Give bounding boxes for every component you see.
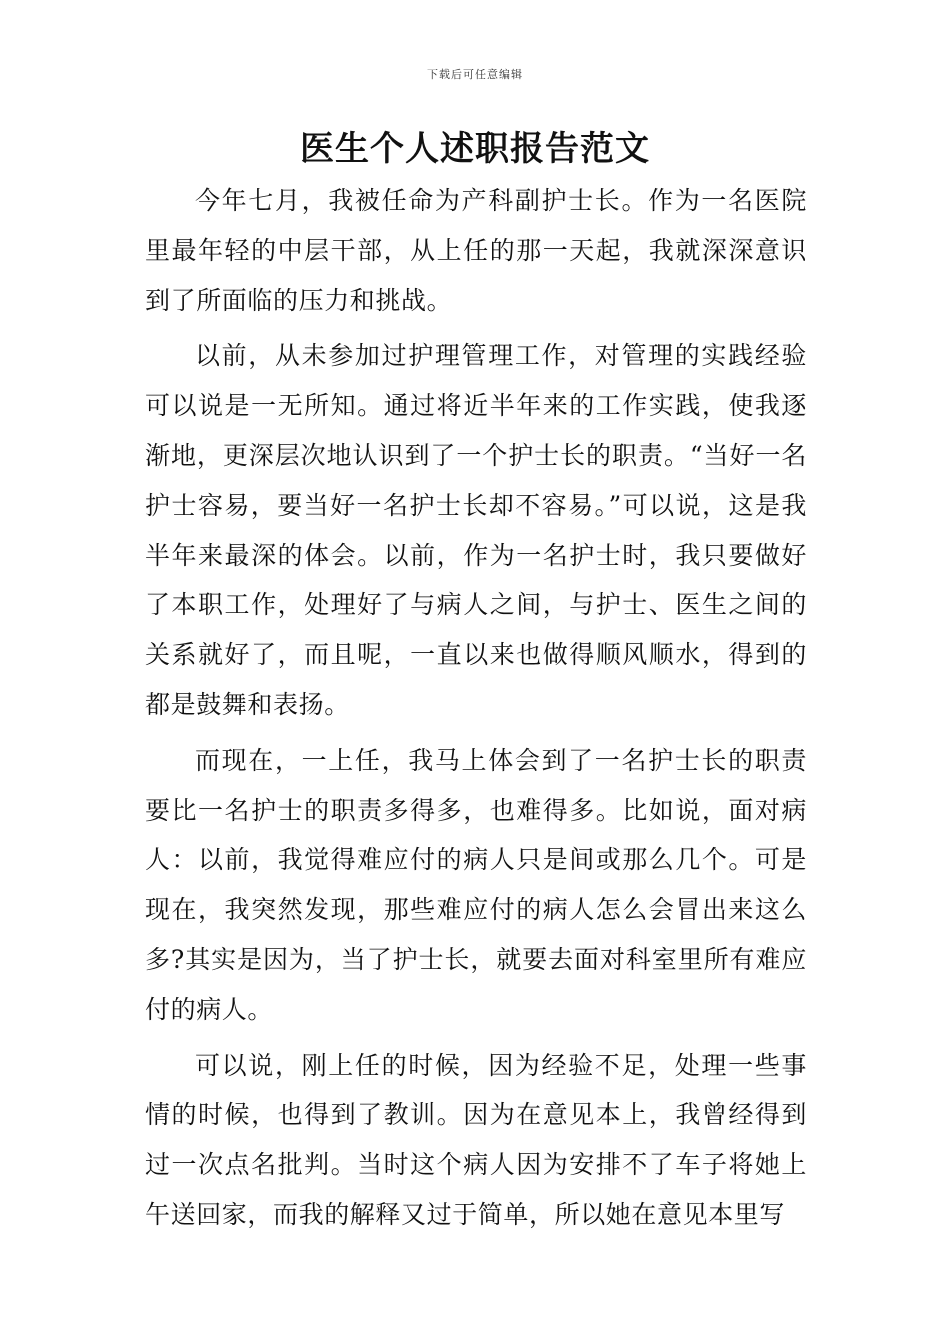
paragraph-4: 可以说，刚上任的时候，因为经验不足，处理一些事情的时候，也得到了教训。因为在意见本上，我曾经得到过一次点名批判。当时这个病人因为安排不了车子将她上午送回家，而我的解释又过于简单，所以她在意见本里写 <box>145 1050 807 1229</box>
paragraph-3: 而现在，一上任，我马上体会到了一名护士长的职责要比一名护士的职责多得多，也难得多。比如说，面对病人：以前，我觉得难应付的病人只是间或那么几个。可是现在，我突然发现，那些难应付的病人怎么会冒出来这么多?其实是因为，当了护士长，就要去面对科室里所有难应付的病人。 <box>145 745 807 1024</box>
document-body <box>145 176 807 1246</box>
paragraph-1: 今年七月，我被任命为产科副护士长。作为一名医院里最年轻的中层干部，从上任的那一天起，我就深深意识到了所面临的压力和挑战。 <box>145 186 807 315</box>
document-title: 医生个人述职报告范文 <box>300 129 650 169</box>
header-note: 下载后可任意编辑 <box>427 68 523 81</box>
paragraph-2: 以前，从未参加过护理管理工作，对管理的实践经验可以说是一无所知。通过将近半年来的工作实践，使我逐渐地，更深层次地认识到了一个护士长的职责。“当好一名护士容易，要当好一名护士长却不容易。”可以说，这是我半年来最深的体会。以前，作为一名护士时，我只要做好了本职工作，处理好了与病人之间，与护士、医生之间的关系就好了，而且呢，一直以来也做得顺风顺水，得到的都是鼓舞和表扬。 <box>145 341 807 719</box>
